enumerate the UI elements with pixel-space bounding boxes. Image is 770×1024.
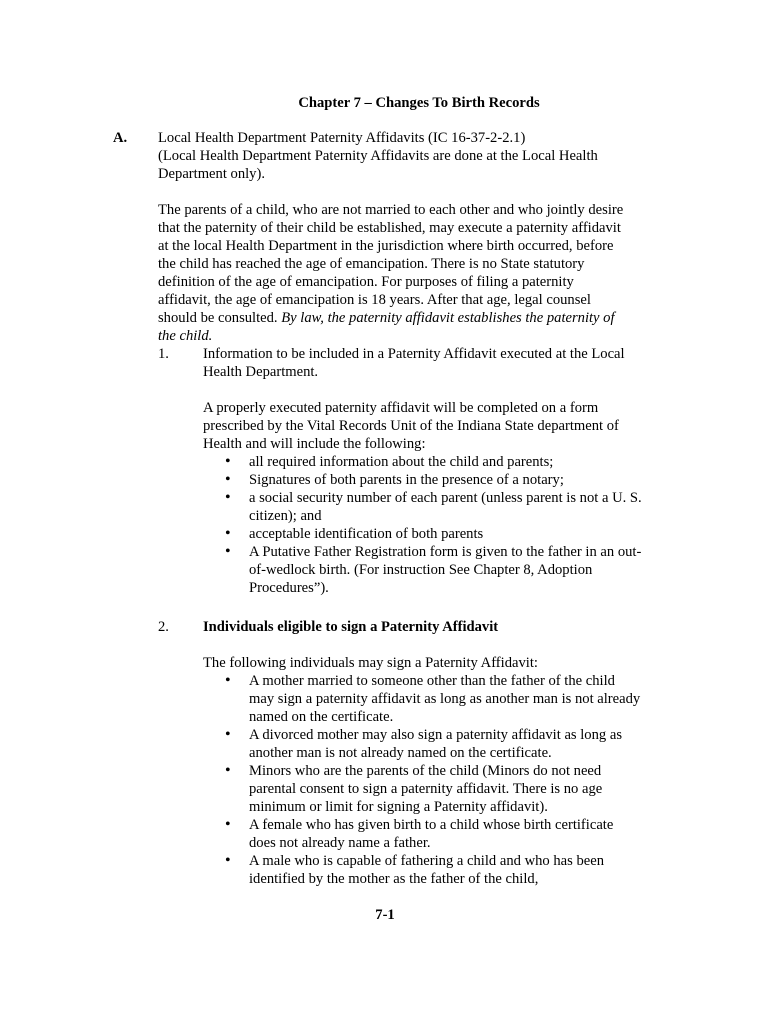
section-heading-line1: Local Health Department Paternity Affidavits (IC 16-37-2-2.1) <box>158 130 526 146</box>
item2-intro: The following individuals may sign a Paternity Affidavit: <box>203 655 538 671</box>
list-item: • all required information about the child and parents; <box>203 453 643 471</box>
item2-number: 2. <box>158 619 169 635</box>
page-title: Chapter 7 – Changes To Birth Records <box>298 95 540 111</box>
section-heading <box>158 129 628 183</box>
list-item: • Minors who are the parents of the child (Minors do not need parental consent to sign a paternity affidavit. There is no age minimum or limit for signing a Paternity affidavit). <box>203 762 643 816</box>
list-item: • A male who is capable of fathering a child and who has been identified by the mother as the father of the child, <box>203 852 643 888</box>
list-item: • Signatures of both parents in the presence of a notary; <box>203 471 643 489</box>
list-item: • A female who has given birth to a child whose birth certificate does not already name a father. <box>203 816 643 852</box>
item1-number: 1. <box>158 346 169 362</box>
list-item: • A mother married to someone other than the father of the child may sign a paternity affidavit as long as another man is not already named on the certificate. <box>203 672 643 726</box>
item2-heading: Individuals eligible to sign a Paternity Affidavit <box>203 619 499 635</box>
item2-body <box>203 654 643 888</box>
item1-bullet-list <box>203 453 643 597</box>
item2-bullet-list <box>203 672 643 888</box>
list-item: • acceptable identification of both parents <box>203 525 643 543</box>
list-item: • A divorced mother may also sign a paternity affidavit as long as another man is not already named on the certificate. <box>203 726 643 762</box>
section-paragraph-text: The parents of a child, who are not married to each other and who jointly desire that the paternity of their child be established, may execute a paternity affidavit at the local Health Department in the jurisdiction where birth occurred, before the child has reached the age of emancipation. There is no State statutory definition of the age of emancipation. For purposes of filing a paternity affidavit, the age of emancipation is 18 years. After that age, legal counsel should be consulted. <box>158 202 624 326</box>
list-item: • A Putative Father Registration form is given to the father in an out-of-wedlock birth. (For instruction See Chapter 8, Adoption Procedures”). <box>203 543 643 597</box>
item1-heading: Information to be included in a Paternity Affidavit executed at the Local Health Department. <box>203 346 625 380</box>
list-item: • a social security number of each parent (unless parent is not a U. S. citizen); and <box>203 489 643 525</box>
item1-body <box>203 399 643 597</box>
section-label: A. <box>113 130 128 146</box>
section-paragraph-italic: By law, the paternity affidavit establishes the paternity of the child. <box>158 310 615 344</box>
page-number: 7-1 <box>375 907 395 923</box>
section-heading-line2: (Local Health Department Paternity Affidavits are done at the Local Health Department only). <box>158 148 598 182</box>
item1-intro: A properly executed paternity affidavit will be completed on a form prescribed by the Vital Records Unit of the Indiana State department of Health and will include the following: <box>203 400 619 452</box>
section-paragraph <box>158 201 628 345</box>
